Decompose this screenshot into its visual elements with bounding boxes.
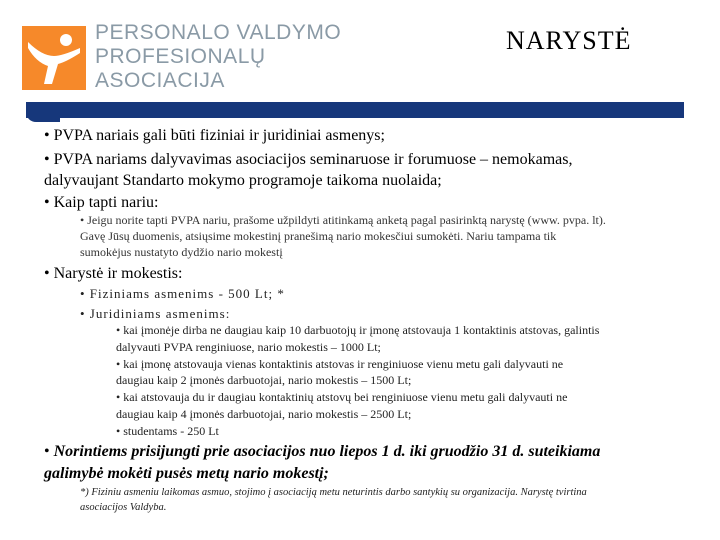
fee-tier-2-line-2: daugiau kaip 2 įmonės darbuotojai, nario mokestis – 1500 Lt; [116, 373, 412, 387]
fee-tier-1-line-2: dalyvauti PVPA renginiuose, nario mokestis – 1000 Lt; [116, 340, 381, 354]
logo-line-3: ASOCIACIJA [95, 69, 225, 92]
fee-students: • studentams - 250 Lt [116, 424, 219, 438]
bullet-members-types: • PVPA nariais gali būti fiziniai ir juridiniai asmenys; [44, 127, 385, 144]
fee-tier-2-line-1: • kai įmonę atstovauja vienas kontaktinis atstovas ir renginiuose vienu metu gali dalyvauti ne [116, 357, 564, 371]
join-text-line-3: sumokėjus nustatyto dydžio nario mokestį [80, 245, 283, 259]
join-text-line-1: • Jeigu norite tapti PVPA nariu, prašome užpildyti atitinkamą anketą pagal pasirinktą narystę (www. pvpa. lt). [80, 213, 606, 227]
person-figure-icon [22, 26, 86, 90]
fee-tier-3-line-1: • kai atstovauja du ir daugiau kontaktinių atstovų bei renginiuose vienu metu gali dalyvauti ne [116, 390, 568, 404]
accent-bar [26, 102, 684, 118]
logo-line-1: PERSONALO VALDYMO [95, 21, 342, 44]
join-text-line-2: Gavę Jūsų duomenis, atsiųsime mokestinį pranešimą nario mokesčiui sumokėti. Nariu tampama tik [80, 229, 557, 243]
fee-tier-1-line-1: • kai įmonėje dirba ne daugiau kaip 10 darbuotojų ir įmonę atstovauja 1 kontaktinis atstovas, galintis [116, 323, 600, 337]
fee-legal-entities: • Juridiniams asmenims: [80, 306, 231, 321]
fee-individuals: • Fiziniams asmenims - 500 Lt; * [80, 286, 285, 301]
half-year-offer-text: Norintiems prisijungti prie asociacijos nuo liepos 1 d. iki gruodžio 31 d. suteikiama [53, 443, 601, 460]
half-year-offer-line-2: galimybė mokėti pusės metų nario mokestį; [44, 465, 329, 482]
fee-tier-3-line-2: daugiau kaip 4 įmonės darbuotojai, nario mokestis – 2500 Lt; [116, 407, 412, 421]
bullet-marker: • [44, 443, 54, 460]
page-title: NARYSTĖ [506, 26, 632, 55]
bullet-membership-fee: • Narystė ir mokestis: [44, 265, 183, 282]
logo-line-2: PROFESIONALŲ [95, 45, 266, 68]
bullet-participation-line-1: • PVPA nariams dalyvavimas asociacijos seminaruose ir forumuose – nemokamas, [44, 151, 573, 168]
footnote-line-1: *) Fiziniu asmeniu laikomas asmuo, stojimo į asociaciją metu neturintis darbo santykių su organizacija. Narystę tvirtina [80, 487, 587, 498]
logo [22, 18, 342, 100]
footnote-line-2: asociacijos Valdyba. [80, 502, 167, 513]
half-year-offer-line-1 [44, 442, 600, 462]
logo-wordmark [95, 21, 341, 93]
bullet-participation-line-2: dalyvaujant Standarto mokymo programoje taikoma nuolaida; [44, 172, 442, 189]
logo-mark [22, 26, 86, 90]
bullet-how-to-join: • Kaip tapti nariu: [44, 194, 159, 211]
